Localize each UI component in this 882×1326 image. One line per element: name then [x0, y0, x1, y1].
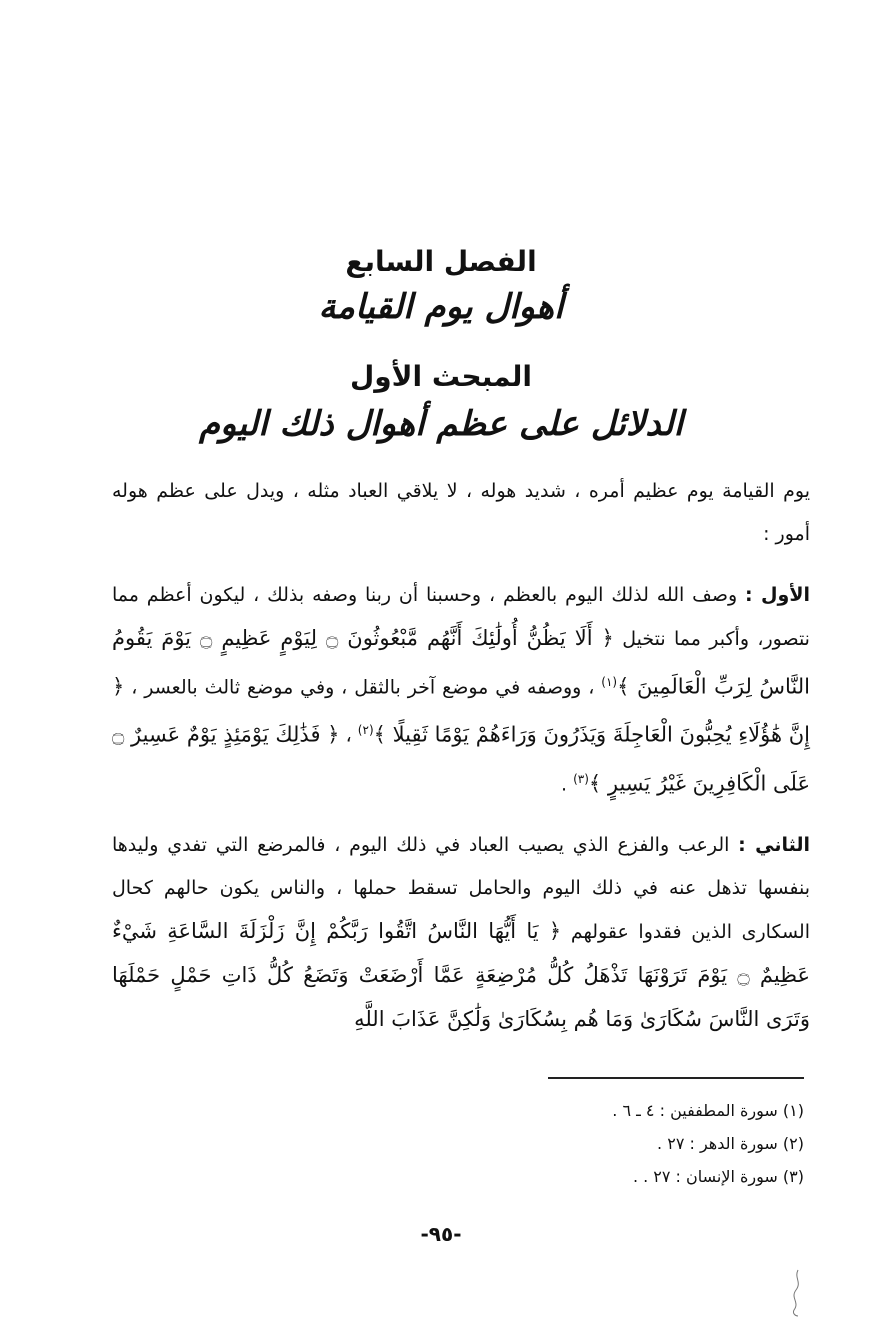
quran-verse-insan: ﴿ إِنَّ هَٰؤُلَاءِ يُحِبُّونَ الْعَاجِلَةَ وَيَذَرُونَ وَرَاءَهُمْ يَوْمًا ثَقِيلًا ﴾: [112, 674, 810, 747]
intro-paragraph: يوم القيامة يوم عظيم أمره ، شديد هوله ، لا يلاقي العباد مثله ، ويدل على عظم هوله أمور :: [112, 480, 810, 545]
point-one-end: .: [560, 772, 568, 795]
body-text: [112, 470, 810, 1060]
point-one-paragraph: [112, 574, 810, 806]
point-one-text: وصف الله لذلك اليوم بالعظم ، وحسبنا أن ربنا وصفه بذلك ، ليكون أعظم مما نتصور، وأكبر مما نتخيل: [112, 584, 810, 650]
point-two-lead: الثاني :: [738, 833, 810, 856]
footnote-1: (١) سورة المطففين : ٤ ـ ٦ .: [612, 1101, 804, 1120]
footnotes: [500, 1094, 804, 1193]
quran-verse-mutaffifin: ﴿ أَلَا يَظُنُّ أُولَٰئِكَ أَنَّهُم مَّبْعُوثُونَ ۝ لِيَوْمٍ عَظِيمٍ ۝ يَوْمَ يَقُومُ النَّاسُ لِرَبِّ الْعَالَمِينَ ﴾: [112, 626, 810, 699]
point-two-text: الرعب والفزع الذي يصيب العباد في ذلك اليوم ، فالمرضع التي تفدي وليدها بنفسها تذهل عنه في ذلك اليوم والحامل تسقط حملها ، والناس يكون حالهم كحال السكارى الذين فقدوا عقولهم: [112, 833, 810, 943]
footnote-ref-1: (١): [601, 675, 618, 689]
quran-verse-muddaththir: ﴿ فَذَٰلِكَ يَوْمَئِذٍ يَوْمٌ عَسِيرٌ ۝ عَلَى الْكَافِرِينَ غَيْرُ يَسِيرٍ ﴾: [112, 722, 810, 795]
point-one-text-continued: ، ووصفه في موضع آخر بالثقل ، وفي موضع ثالث بالعسر ،: [131, 676, 595, 699]
footnote-2: (٢) سورة الدهر : ٢٧ .: [657, 1134, 804, 1153]
quran-verse-hajj: ﴿ يَا أَيُّهَا النَّاسُ اتَّقُوا رَبَّكُمْ إِنَّ زَلْزَلَةَ السَّاعَةِ شَيْءٌ عَظِيمٌ ۝ يَوْمَ تَرَوْنَهَا تَذْهَلُ كُلُّ مُرْضِعَةٍ عَمَّا أَرْضَعَتْ وَتَضَعُ كُلُّ ذَاتِ حَمْلٍ حَمْلَهَا وَتَرَى النَّاسَ سُكَارَىٰ وَمَا هُم بِسُكَارَىٰ وَلَٰكِنَّ عَذَابَ اللَّهِ: [112, 918, 811, 1031]
section-title: الدلائل على عظم أهوال ذلك اليوم: [198, 404, 684, 444]
footnote-ref-3: (٣): [573, 771, 589, 786]
footnote-3: (٣) سورة الإنسان : ٢٧ . .: [632, 1167, 804, 1186]
separator: ،: [345, 724, 352, 747]
footnote-ref-2: (٢): [357, 723, 374, 738]
section-number: المبحث الأول: [349, 360, 533, 393]
chapter-title: أهوال يوم القيامة: [318, 287, 564, 327]
margin-scribble-icon: [780, 1268, 810, 1318]
footnote-divider: [548, 1077, 804, 1079]
chapter-number: الفصل السابع: [345, 245, 537, 278]
page-number: -٩٥-: [420, 1222, 462, 1246]
point-one-lead: الأول :: [745, 584, 811, 606]
point-two-paragraph: [112, 824, 810, 1042]
